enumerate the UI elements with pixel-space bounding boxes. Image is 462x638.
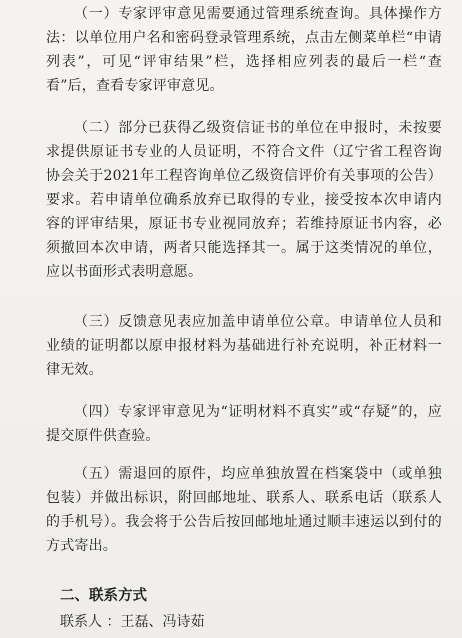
paragraph-3: （三）反馈意见表应加盖申请单位公章。申请单位人员和业绩的证明都以原申报材料为基础进行补充说明，补正材料一律无效。 (46, 314, 442, 378)
section-heading-contact: 二、联系方式 (60, 587, 147, 604)
contact-line (60, 610, 204, 634)
paragraph-4: （四）专家评审意见为“证明材料不真实”或“存疑”的，应提交原件供查验。 (46, 404, 442, 444)
paragraph-5: （五）需退回的原件，均应单独放置在档案袋中（或单独包装）并做出标识，附回邮地址、联系人、联系电话（联系人的手机号）。我会将于公告后按回邮地址通过顺丰速运以到付的方式寄出。 (46, 466, 442, 554)
contact-label: 联系人 ： (60, 614, 121, 630)
paragraph-1: （一）专家评审意见需要通过管理系统查询。具体操作方法：以单位用户名和密码登录管理系统，点击左侧菜单栏“申请列表”，可见“评审结果”栏，选择相应列表的最后一栏“查看”后，查看专家评审意见。 (46, 6, 442, 94)
paragraph-2: （二）部分已获得乙级资信证书的单位在申报时，未按要求提供原证书专业的人员证明，不符合文件（辽宁省工程咨询协会关于2021年工程咨询单位乙级资信评价有关事项的公告）要求。若申请单位确系放弃已取得的专业，接受按本次申请内容的评审结果，原证书专业视同放弃；若维持原证书内容，必须撤回本次申请，两者只能选择其一。属于这类情况的单位，应以书面形式表明意愿。 (46, 120, 442, 280)
contact-names: 王磊、冯诗茹 (120, 614, 205, 630)
